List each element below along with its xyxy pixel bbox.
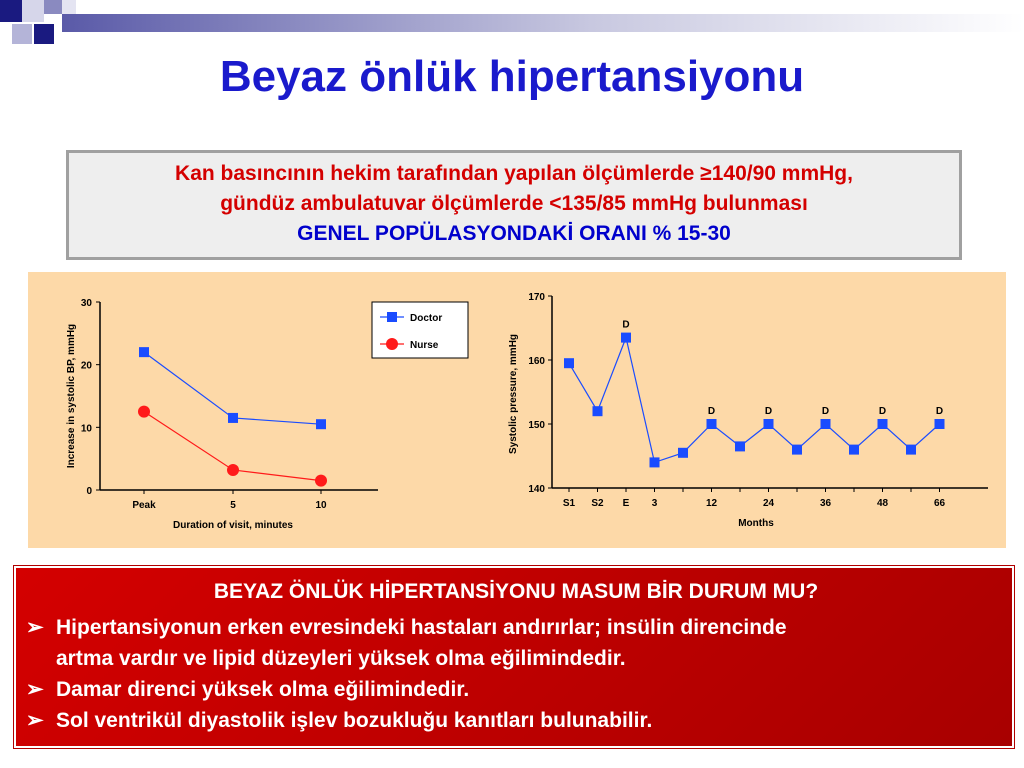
arrow-bullet-icon: ➢ [26, 616, 44, 639]
data-point-label: D [622, 319, 630, 331]
slide-title: Beyaz önlük hipertansiyonu [219, 52, 805, 101]
decoration-square [22, 0, 44, 22]
data-point-doctor [228, 413, 238, 423]
definition-prevalence: GENEL POPÜLASYONDAKİ ORANI % 15-30 [297, 222, 731, 245]
x-tick-label: 3 [651, 498, 658, 509]
chart-panel [28, 272, 1006, 548]
y-tick-label: 150 [528, 420, 545, 431]
data-point [935, 419, 945, 429]
definition-line-2: gündüz ambulatuvar ölçümlerde <135/85 mmHg bulunması [220, 192, 808, 215]
data-point-label: D [878, 406, 887, 417]
data-point-doctor [316, 419, 326, 429]
data-point [792, 445, 802, 455]
header-decoration [0, 0, 1024, 48]
bullet-item [26, 612, 1006, 674]
data-point [650, 457, 660, 467]
data-point [707, 419, 717, 429]
x-tick-label: 12 [705, 498, 718, 509]
question-heading: BEYAZ ÖNLÜK HİPERTANSİYONU MASUM BİR DURUM MU? [213, 580, 819, 603]
decoration-square [44, 0, 62, 14]
x-tick-label: Peak [132, 500, 156, 511]
bullet-item [26, 674, 1006, 705]
y-tick-label: 0 [86, 486, 92, 497]
arrow-bullet-icon: ➢ [26, 678, 44, 701]
decoration-square [0, 0, 22, 22]
data-point-doctor [139, 347, 149, 357]
y-tick-label: 140 [528, 484, 545, 495]
right-chart [488, 272, 1006, 548]
bullet-text: Sol ventrikül diyastolik işlev bozukluğu kanıtları bulunabilir. [56, 709, 653, 732]
question-box [14, 566, 1014, 748]
bullet-list [26, 612, 1006, 736]
legend-label: Doctor [410, 313, 443, 324]
x-tick-label: S1 [562, 498, 576, 509]
x-tick-label: 24 [762, 498, 775, 509]
data-point-label: D [707, 406, 716, 417]
y-axis-label: Increase in systolic BP, mmHg [66, 323, 77, 469]
data-point [678, 448, 688, 458]
data-point [821, 419, 831, 429]
x-tick-label: 66 [933, 498, 946, 509]
data-point [906, 445, 916, 455]
data-point [735, 441, 745, 451]
definition-line-1: Kan basıncının hekim tarafından yapılan ölçümlerde ≥140/90 mmHg, [175, 162, 853, 185]
series-line [569, 338, 940, 463]
arrow-bullet-icon: ➢ [26, 709, 44, 732]
y-tick-label: 30 [80, 298, 92, 309]
data-point [564, 358, 574, 368]
bullet-text: Hipertansiyonun erken evresindeki hastaları andırırlar; insülin direncinde [56, 616, 787, 639]
data-point [593, 406, 603, 416]
x-tick-label: 5 [230, 500, 236, 511]
decoration-bar [62, 14, 1024, 32]
data-point [878, 419, 888, 429]
decoration-square [12, 24, 32, 44]
y-tick-label: 10 [80, 423, 92, 435]
data-point-nurse [315, 475, 327, 487]
x-tick-label: 48 [876, 498, 889, 509]
data-point-nurse [138, 406, 150, 418]
legend-marker [387, 312, 397, 322]
left-chart [28, 272, 488, 548]
legend-label: Nurse [410, 340, 439, 351]
definition-box [66, 150, 962, 260]
data-point [621, 333, 631, 343]
bullet-text: artma vardır ve lipid düzeyleri yüksek olma eğilimindedir. [56, 647, 626, 670]
x-axis-label: Duration of visit, minutes [172, 520, 294, 531]
y-tick-label: 20 [80, 360, 92, 372]
bullet-text: Damar direnci yüksek olma eğilimindedir. [56, 678, 470, 701]
x-axis-label: Months [738, 518, 774, 529]
data-point [764, 419, 774, 429]
y-tick-label: 170 [528, 292, 545, 303]
x-tick-label: 10 [315, 500, 327, 511]
x-tick-label: S2 [591, 498, 604, 509]
data-point-label: D [935, 406, 944, 417]
data-point-label: D [821, 406, 830, 417]
y-tick-label: 160 [528, 356, 545, 367]
x-tick-label: 36 [819, 498, 832, 509]
data-point [849, 445, 859, 455]
decoration-square [62, 0, 76, 14]
y-axis-label: Systolic pressure, mmHg [508, 333, 519, 455]
data-point-nurse [227, 464, 239, 476]
legend-marker [386, 338, 398, 350]
data-point-label: D [764, 406, 773, 417]
bullet-item [26, 705, 1006, 736]
decoration-square [34, 24, 54, 44]
x-tick-label: E [622, 498, 630, 509]
